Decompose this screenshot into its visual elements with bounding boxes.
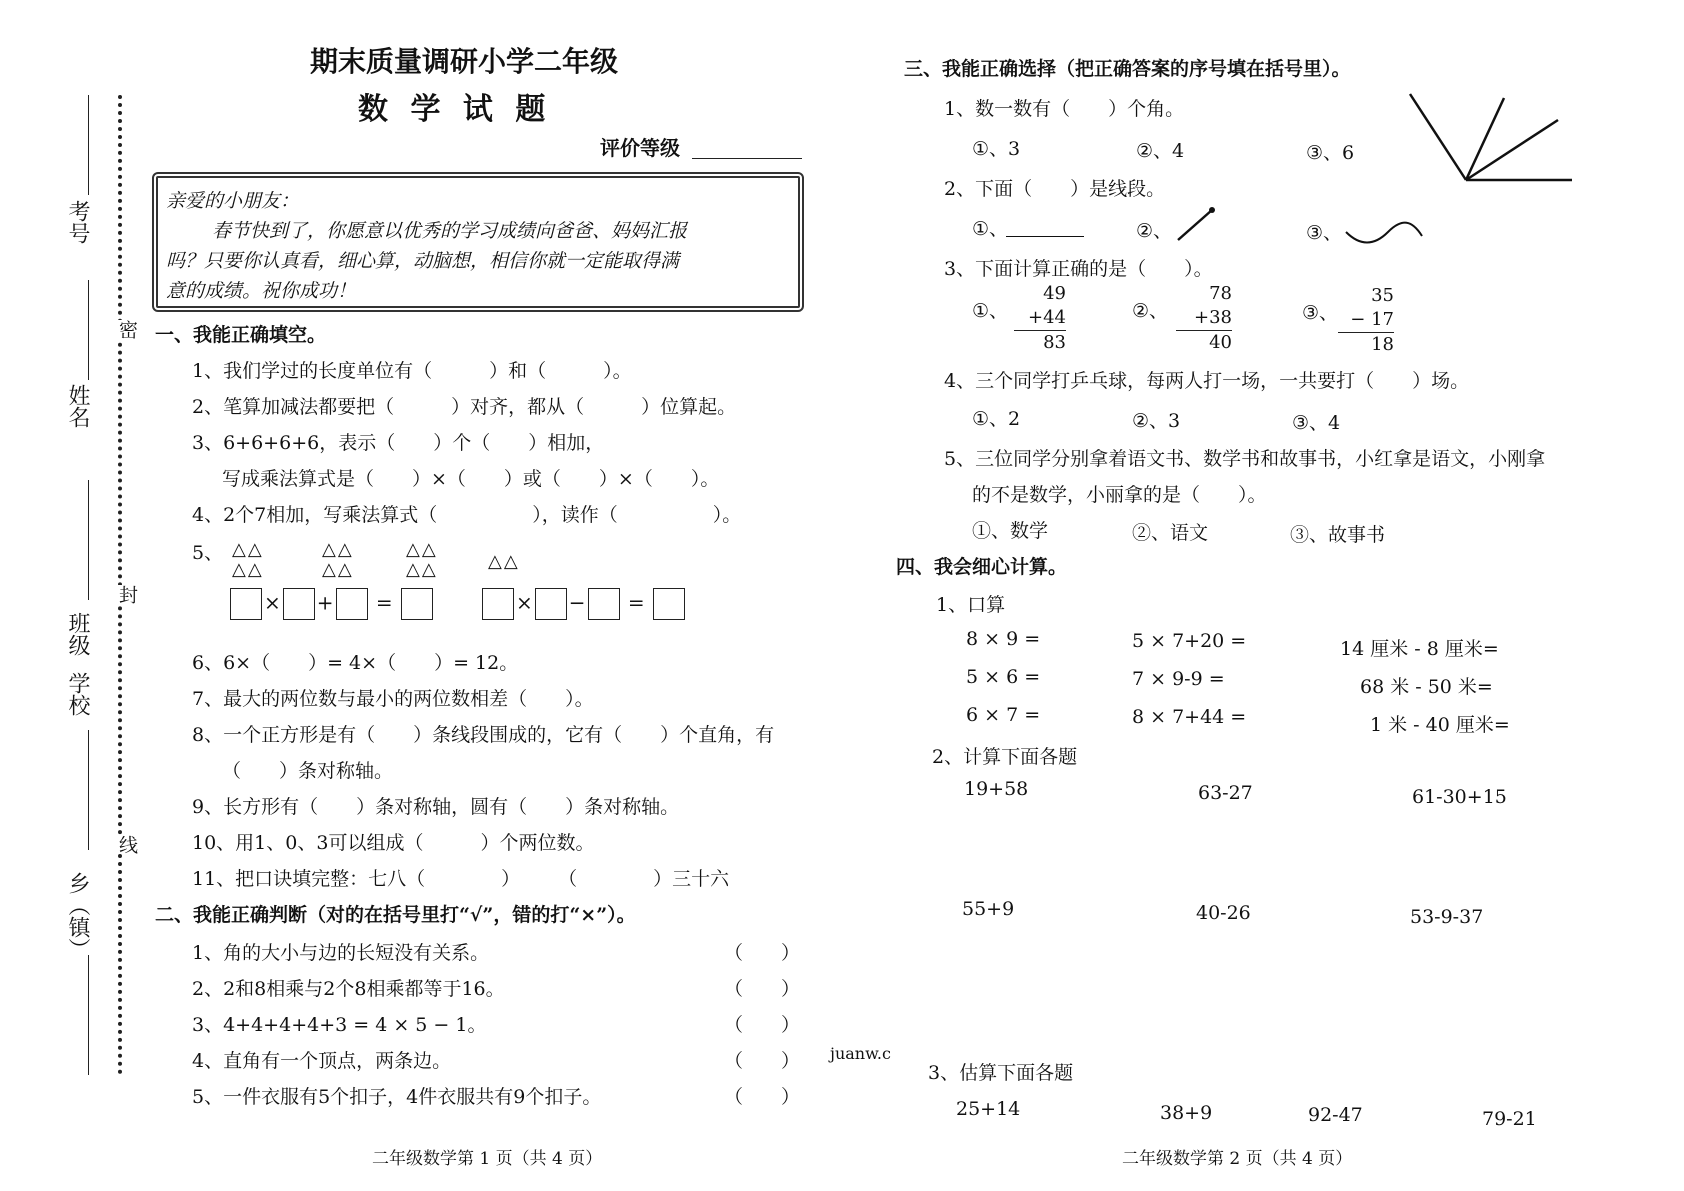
township-line[interactable] — [88, 955, 89, 1075]
triangle-group-2: △△ △△ — [322, 539, 354, 580]
s3-q4-opt-3[interactable]: ③、4 — [1292, 412, 1341, 434]
s3-q1-opt-1[interactable]: ①、3 — [972, 138, 1021, 160]
school-label: 学校 — [65, 672, 90, 716]
triangle-group-4: △△ — [488, 551, 520, 572]
estimate-problem[interactable]: 38+9 — [1160, 1102, 1213, 1124]
vertical-calc-3: 35 − 17 18 — [1338, 284, 1394, 357]
oral-calc[interactable]: 68 米 - 50 米= — [1360, 676, 1493, 698]
s2-item: 1、角的大小与边的长短没有关系。 — [192, 942, 490, 964]
s2-answer-paren[interactable]: （ ） — [724, 978, 801, 1000]
vertical-calc-1: 49 +44 83 — [1014, 282, 1066, 355]
greeting-salutation: 亲爱的小朋友： — [166, 190, 300, 212]
angle-figure — [1400, 88, 1580, 188]
answer-box[interactable] — [230, 588, 262, 620]
s4-sub1-heading: 1、口算 — [936, 594, 1006, 616]
s1-q11[interactable]: 11、把口诀填完整：七八（ ） （ ）三十六 — [192, 868, 730, 890]
name-label: 姓名 — [65, 384, 90, 428]
s3-q5-opt-1[interactable]: ①、数学 — [972, 520, 1049, 542]
q5-equation-1: × + = — [228, 588, 435, 620]
s2-answer-paren[interactable]: （ ） — [724, 1086, 801, 1108]
grade-label: 评价等级 — [600, 136, 680, 160]
oral-calc[interactable]: 8 × 9 = — [966, 628, 1041, 650]
answer-box[interactable] — [401, 588, 433, 620]
oral-calc[interactable]: 8 × 7+44 = — [1132, 706, 1247, 728]
seal-feng: 封 — [114, 585, 141, 604]
seal-mi: 密 — [114, 320, 141, 339]
oral-calc[interactable]: 7 × 9-9 = — [1132, 668, 1225, 690]
exam-number-label: 考号 — [65, 200, 90, 244]
s4-sub3-heading: 3、估算下面各题 — [928, 1062, 1074, 1084]
oral-calc[interactable]: 5 × 7+20 = — [1132, 630, 1247, 652]
section-1-heading: 一、我能正确填空。 — [155, 324, 327, 346]
s2-item: 3、4+4+4+4+3 = 4 × 5 − 1。 — [192, 1014, 487, 1036]
s1-q8-line-2[interactable]: （ ）条对称轴。 — [222, 760, 394, 782]
s1-q3-line-2[interactable]: 写成乘法算式是（ ）×（ ）或（ ）×（ ）。 — [222, 468, 720, 490]
s3-q4-opt-2[interactable]: ②、3 — [1132, 410, 1181, 432]
s3-q5-line-1[interactable]: 5、三位同学分别拿着语文书、数学书和故事书，小红拿是语文，小刚拿 — [944, 448, 1546, 470]
s2-item: 2、2和8相乘与2个8相乘都等于16。 — [192, 978, 505, 1000]
calc-problem[interactable]: 19+58 — [964, 778, 1029, 800]
section-3-heading: 三、我能正确选择（把正确答案的序号填在括号里）。 — [904, 58, 1351, 80]
s3-q5-opt-3[interactable]: ③、故事书 — [1290, 524, 1386, 546]
s2-item: 5、一件衣服有5个扣子，4件衣服共有9个扣子。 — [192, 1086, 602, 1108]
s1-q8-line-1[interactable]: 8、一个正方形是有（ ）条线段围成的，它有（ ）个直角，有 — [192, 724, 775, 746]
exam-title: 期末质量调研小学二年级 — [310, 45, 619, 78]
seal-xian: 线 — [114, 835, 141, 854]
s3-q4[interactable]: 4、三个同学打乒乓球，每两人打一场，一共要打（ ）场。 — [944, 370, 1470, 392]
grade-blank[interactable] — [692, 158, 802, 159]
oral-calc[interactable]: 5 × 6 = — [966, 666, 1041, 688]
section-2-heading: 二、我能正确判断（对的在括号里打“√”，错的打“×”）。 — [155, 904, 636, 926]
calc-problem[interactable]: 53-9-37 — [1410, 906, 1484, 928]
s1-q4[interactable]: 4、2个7相加，写乘法算式（ ），读作（ ）。 — [192, 504, 742, 526]
name-line[interactable] — [88, 280, 89, 380]
class-label: 班级 — [65, 612, 90, 656]
s2-answer-paren[interactable]: （ ） — [724, 942, 801, 964]
estimate-problem[interactable]: 92-47 — [1308, 1104, 1363, 1126]
s3-q1-opt-3[interactable]: ③、6 — [1306, 142, 1355, 164]
oral-calc[interactable]: 14 厘米 - 8 厘米= — [1340, 638, 1499, 660]
s3-q2-opt-1[interactable]: ①、 — [972, 218, 1009, 240]
s4-sub2-heading: 2、计算下面各题 — [932, 746, 1078, 768]
school-line[interactable] — [88, 730, 89, 850]
left-page-footer: 二年级数学第 1 页（共 4 页） — [372, 1149, 603, 1169]
answer-box[interactable] — [482, 588, 514, 620]
calc-problem[interactable]: 63-27 — [1198, 782, 1253, 804]
estimate-problem[interactable]: 79-21 — [1482, 1108, 1537, 1130]
s3-q1[interactable]: 1、数一数有（ ）个角。 — [944, 98, 1185, 120]
s1-q5-number: 5、 — [192, 542, 224, 564]
s3-q3-opt-3[interactable]: ③、 — [1302, 302, 1339, 324]
oral-calc[interactable]: 6 × 7 = — [966, 704, 1041, 726]
s3-q2-opt-2[interactable]: ②、 — [1136, 220, 1173, 242]
s3-q3-opt-2[interactable]: ②、 — [1132, 300, 1169, 322]
calc-problem[interactable]: 40-26 — [1196, 902, 1251, 924]
s1-q9[interactable]: 9、长方形有（ ）条对称轴，圆有（ ）条对称轴。 — [192, 796, 680, 818]
oral-calc[interactable]: 1 米 - 40 厘米= — [1370, 714, 1510, 736]
triangle-group-3: △△ △△ — [406, 539, 438, 580]
s3-q3-opt-1[interactable]: ①、 — [972, 300, 1009, 322]
calc-problem[interactable]: 61-30+15 — [1412, 786, 1507, 808]
s3-q4-opt-1[interactable]: ①、2 — [972, 408, 1021, 430]
answer-box[interactable] — [336, 588, 368, 620]
s3-q5-opt-2[interactable]: ②、语文 — [1132, 522, 1209, 544]
s3-q1-opt-2[interactable]: ②、4 — [1136, 140, 1185, 162]
right-page-footer: 二年级数学第 2 页（共 4 页） — [1122, 1149, 1353, 1169]
answer-box[interactable] — [283, 588, 315, 620]
calc-problem[interactable]: 55+9 — [962, 898, 1015, 920]
curve-figure — [1344, 216, 1424, 246]
answer-box[interactable] — [535, 588, 567, 620]
greeting-line-3: 意的成绩。祝你成功！ — [166, 280, 357, 302]
q5-equation-2: × − = — [480, 588, 687, 620]
greeting-line-2: 吗？只要你认真看，细心算，动脑想，相信你就一定能取得满 — [166, 250, 680, 272]
answer-box[interactable] — [653, 588, 685, 620]
s2-answer-paren[interactable]: （ ） — [724, 1050, 801, 1072]
ray-figure — [1172, 204, 1222, 244]
class-line[interactable] — [88, 480, 89, 600]
s1-q1[interactable]: 1、我们学过的长度单位有（ ）和（ ）。 — [192, 360, 632, 382]
watermark: juanw.c — [830, 1044, 891, 1063]
vertical-calc-2: 78 +38 40 — [1176, 282, 1232, 355]
s3-q2-opt-3[interactable]: ③、 — [1306, 222, 1343, 244]
township-label: 乡（镇） — [65, 872, 90, 960]
s1-q6[interactable]: 6、6×（ ）= 4×（ ）= 12。 — [192, 652, 519, 674]
s1-q7[interactable]: 7、最大的两位数与最小的两位数相差（ ）。 — [192, 688, 594, 710]
s2-answer-paren[interactable]: （ ） — [724, 1014, 801, 1036]
s2-item: 4、直角有一个顶点，两条边。 — [192, 1050, 452, 1072]
s3-q3[interactable]: 3、下面计算正确的是（ ）。 — [944, 258, 1213, 280]
triangle-group-1: △△ △△ — [232, 539, 264, 580]
s1-q3-line-1[interactable]: 3、6+6+6+6，表示（ ）个（ ）相加， — [192, 432, 605, 454]
segment-figure — [1006, 236, 1084, 237]
s3-q2[interactable]: 2、下面（ ）是线段。 — [944, 178, 1166, 200]
greeting-line-1: 春节快到了，你愿意以优秀的学习成绩向爸爸、妈妈汇报 — [212, 220, 688, 242]
section-4-heading: 四、我会细心计算。 — [896, 556, 1068, 578]
s1-q10[interactable]: 10、用1、0、3可以组成（ ）个两位数。 — [192, 832, 595, 854]
exam-number-line[interactable] — [88, 95, 89, 195]
s3-q5-line-2[interactable]: 的不是数学，小丽拿的是（ ）。 — [972, 484, 1267, 506]
s1-q2[interactable]: 2、笔算加减法都要把（ ）对齐，都从（ ）位算起。 — [192, 396, 737, 418]
answer-box[interactable] — [588, 588, 620, 620]
estimate-problem[interactable]: 25+14 — [956, 1098, 1021, 1120]
exam-subject: 数 学 试 题 — [358, 92, 552, 127]
